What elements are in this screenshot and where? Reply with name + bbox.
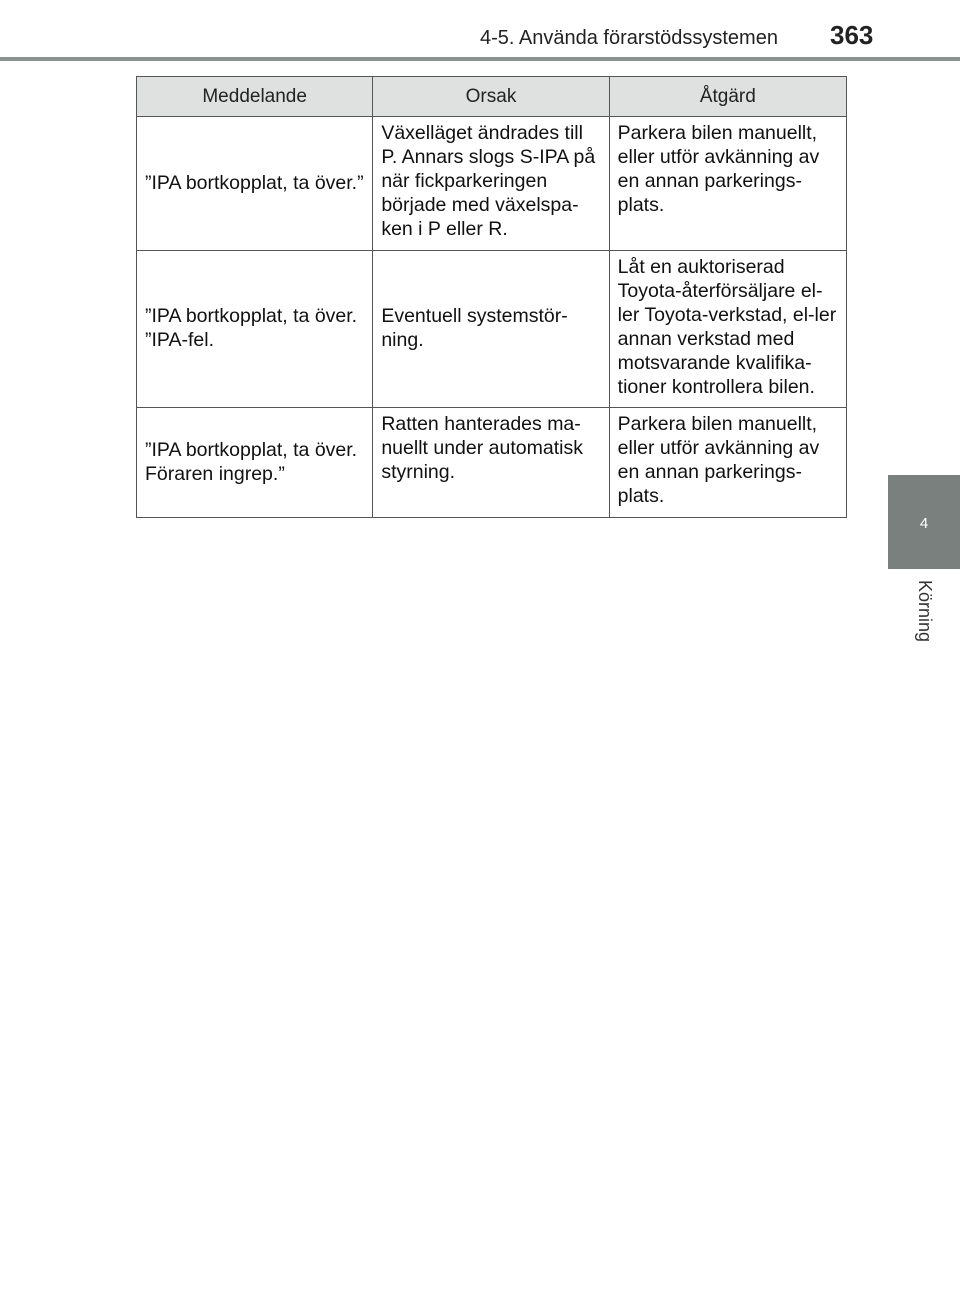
cause-cell: Eventuell systemstör-ning.	[373, 251, 609, 408]
message-cell: ”IPA bortkopplat, ta över. Föraren ingrep.”	[137, 408, 373, 518]
table-row	[137, 251, 847, 408]
action-cell: Låt en auktoriserad Toyota-återförsäljare el-ler Toyota-verkstad, el-ler annan verkstad med motsvarande kvalifika-tioner kontrollera bilen.	[609, 251, 846, 408]
message-cell: ”IPA bortkopplat, ta över. ”IPA-fel.	[137, 251, 373, 408]
column-header-message: Meddelande	[137, 77, 373, 117]
table-row	[137, 117, 847, 251]
table-row	[137, 408, 847, 518]
chapter-label: Körning	[915, 580, 935, 643]
action-cell: Parkera bilen manuellt, eller utför avkänning av en annan parkerings-plats.	[609, 117, 846, 251]
message-cell: ”IPA bortkopplat, ta över.”	[137, 117, 373, 251]
page-header	[0, 0, 960, 60]
section-title: 4-5. Använda förarstödssystemen	[480, 27, 778, 49]
table-header-row	[137, 77, 847, 117]
header-rule	[0, 57, 960, 61]
cause-cell: Ratten hanterades ma-nuellt under automatisk styrning.	[373, 408, 609, 518]
column-header-cause: Orsak	[373, 77, 609, 117]
message-table	[136, 76, 847, 518]
action-cell: Parkera bilen manuellt, eller utför avkänning av en annan parkerings-plats.	[609, 408, 846, 518]
cause-cell: Växelläget ändrades till P. Annars slogs S-IPA på när fickparkeringen började med växelspa-ken i P eller R.	[373, 117, 609, 251]
page-number: 363	[830, 20, 874, 50]
chapter-number: 4	[919, 515, 929, 532]
chapter-tab	[888, 475, 960, 569]
column-header-action: Åtgärd	[609, 77, 846, 117]
